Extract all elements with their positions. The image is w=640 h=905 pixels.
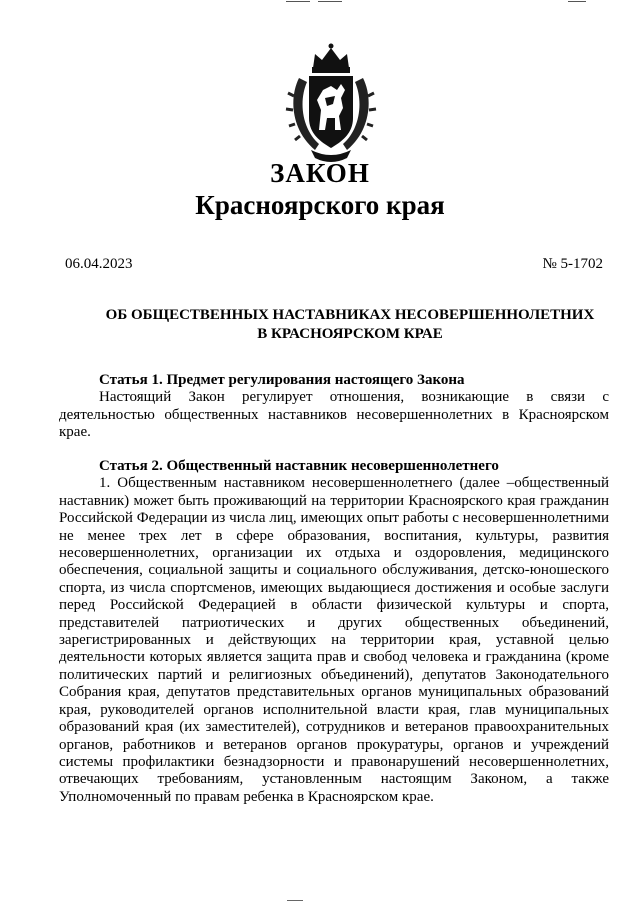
scan-mark xyxy=(318,1,342,2)
law-heading xyxy=(80,306,620,344)
scan-mark xyxy=(568,1,586,2)
article-title: Статья 2. Общественный наставник несовершеннолетнего xyxy=(99,458,499,474)
article-text: Настоящий Закон регулирует отношения, возникающие в связи с деятельностью общественных наставников несовершеннолетних в Красноярском крае. xyxy=(59,389,609,441)
article-title: Статья 1. Предмет регулирования настоящего Закона xyxy=(99,372,465,388)
document-subtitle: Красноярского края xyxy=(195,190,445,220)
article-text: 1. Общественным наставником несовершеннолетнего (далее –общественный наставник) может быть проживающий на территории Красноярского края гражданин Российской Федерации из числа лиц, имеющих опыт работы с несовершеннолетними не менее трех лет в сфере образования, воспитания, культуры, развития несовершеннолетних, организации их отдыха и оздоровления, медицинского обеспечения, социальной защиты и социального обслуживания, детско-юношеского спорта, из числа спортсменов, имеющих выдающиеся достижения и особые заслуги перед Российской Федерацией в области физической культуры и спорта, представителей патриотических и других общественных объединений, зарегистрированных и действующих на территории края, уставной целью деятельности которых является защита прав и свобод человека и гражданина (кроме политических партий и религиозных объединений), депутатов Законодательного Собрания края, депутатов представительных органов муниципальных образований края, руководителей органов исполнительной власти края, глав муниципальных образований края (их заместителей), сотрудников и ветеранов правоохранительных органов, работников и ветеранов органов прокуратуры, органов и учреждений системы профилактики безнадзорности и правонарушений несовершеннолетних, отвечающих требованиям, установленным настоящим Законом, а также Уполномоченный по правам ребенка в Красноярском крае. xyxy=(59,475,609,805)
document-title: ЗАКОН xyxy=(270,158,370,188)
law-heading-line: В КРАСНОЯРСКОМ КРАЕ xyxy=(257,326,443,342)
document-date: 06.04.2023 xyxy=(65,256,133,272)
scan-mark xyxy=(287,900,303,901)
document-number: № 5-1702 xyxy=(542,256,603,272)
article-2 xyxy=(59,458,609,806)
scan-mark xyxy=(286,1,310,2)
krasnoyarsk-coat-of-arms-icon xyxy=(285,38,377,166)
article-1 xyxy=(59,372,609,442)
law-heading-line: ОБ ОБЩЕСТВЕННЫХ НАСТАВНИКАХ НЕСОВЕРШЕННОЛЕТНИХ xyxy=(105,307,595,323)
